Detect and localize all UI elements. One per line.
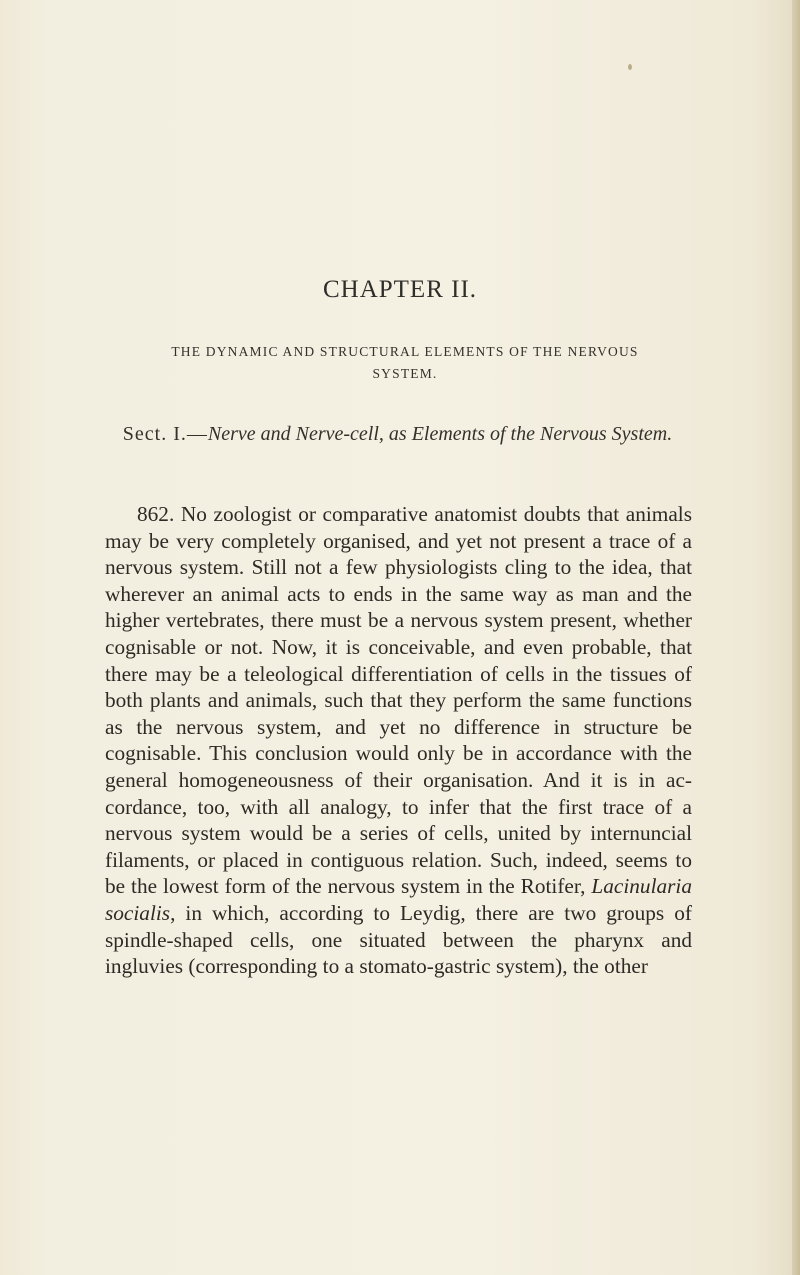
chapter-title: CHAPTER II. xyxy=(322,276,478,303)
body-paragraph xyxy=(105,501,692,980)
species-name: Lacinularia socialis xyxy=(105,874,692,925)
paragraph-text-part1: 862. No zoologist or comparative anatomist doubts that animals may be very completely organised, and yet not present a trace of a nervous system. Still not a few physiologists cling to the idea, that wherever an animal acts to ends in the same way as man and the higher vertebrates, there must be a nervous system present, whether cognisable or not. Now, it is conceivable, and even probable, that there may be a teleological differentiation of cells in the tissues of both plants and animals, such that they perform the same functions as the nervous system, and yet no difference in structure be cognisable. This conclusion would only be in accordance with the general homogeneousness of their organisation. And it is in accordance, too, with all analogy, to infer that the first trace of a nervous system would be a series of cells, united by internuncial filaments, or placed in contiguous relation. Such, indeed, seems to be the lowest form of the nervous system in the Rotifer, xyxy=(105,502,692,899)
paragraph-text-part2: , in which, according to Leydig, there are two groups of spindle-shaped cells, one situated between the pharynx and ingluvies (corresponding to a stomato-gastric system), the other xyxy=(105,900,692,979)
paper-speck xyxy=(628,64,632,70)
chapter-subtitle: THE DYNAMIC AND STRUCTURAL ELEMENTS OF THE NERVOUS SYSTEM. xyxy=(171,344,639,381)
section-title: Nerve and Nerve-cell, as Elements of the Nervous System. xyxy=(207,423,673,445)
section-label: Sect. I.— xyxy=(122,423,208,445)
page-edge xyxy=(792,0,800,1275)
section-heading xyxy=(105,421,690,448)
